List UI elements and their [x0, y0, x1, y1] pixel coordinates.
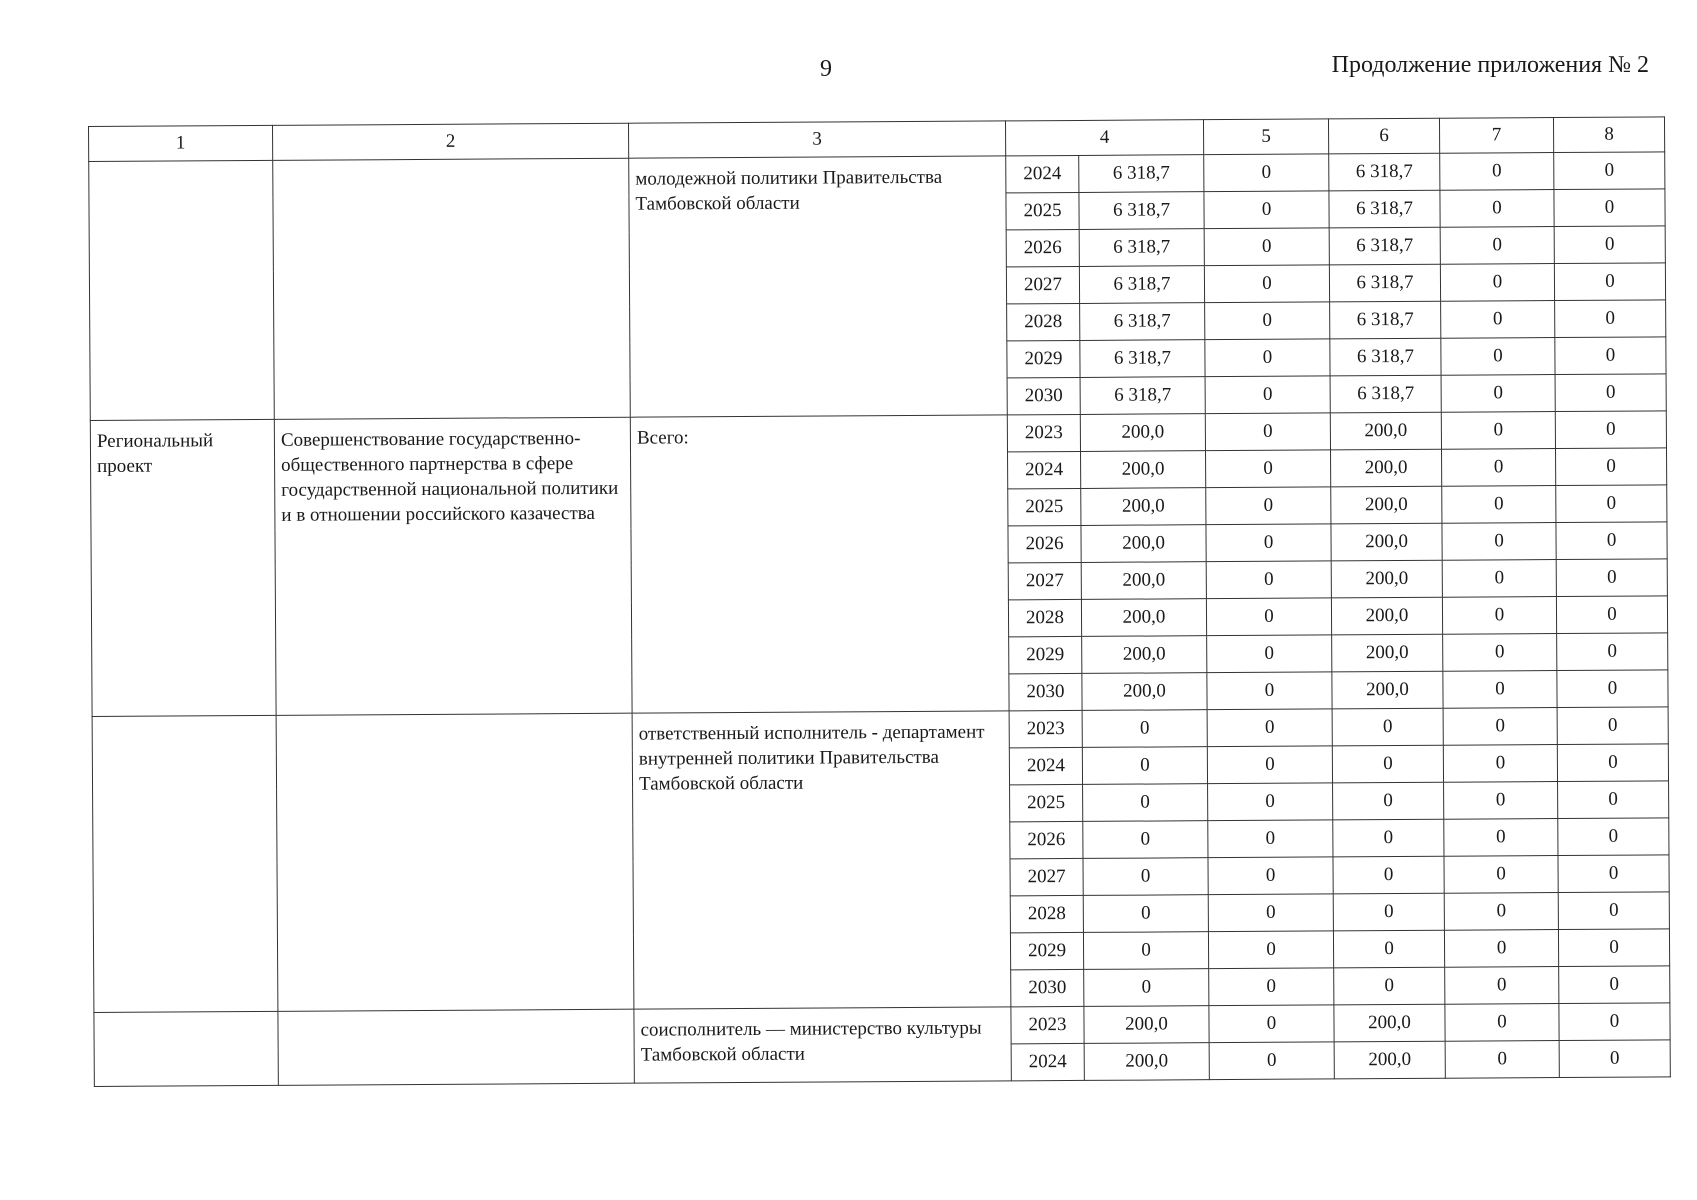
col8-cell: 0 [1554, 152, 1665, 190]
col7-cell: 0 [1445, 1041, 1559, 1079]
program-type-cell [94, 1011, 278, 1086]
total-cell: 6 318,7 [1079, 229, 1204, 267]
col7-cell: 0 [1444, 819, 1558, 857]
col5-cell: 0 [1205, 413, 1330, 451]
col8-cell: 0 [1557, 633, 1668, 671]
column-header-8: 8 [1553, 117, 1664, 153]
year-cell: 2025 [1008, 488, 1081, 525]
col5-cell: 0 [1209, 1005, 1334, 1043]
total-cell: 6 318,7 [1079, 192, 1204, 230]
col8-cell: 0 [1557, 707, 1668, 745]
col8-cell: 0 [1556, 522, 1667, 560]
continuation-title: Продолжение приложения № 2 [1331, 52, 1649, 78]
col5-cell: 0 [1208, 857, 1333, 895]
program-name-cell [276, 713, 634, 1011]
col8-cell: 0 [1558, 781, 1669, 819]
year-cell: 2028 [1010, 895, 1083, 932]
col6-cell: 200,0 [1331, 597, 1442, 635]
col7-cell: 0 [1443, 671, 1557, 709]
col5-cell: 0 [1205, 339, 1330, 377]
column-header-3: 3 [628, 121, 1005, 158]
year-cell: 2024 [1006, 155, 1079, 192]
col6-cell: 0 [1334, 967, 1445, 1005]
col8-cell: 0 [1554, 226, 1665, 264]
col5-cell: 0 [1206, 487, 1331, 525]
total-cell: 6 318,7 [1080, 377, 1205, 415]
year-cell: 2029 [1007, 340, 1080, 377]
total-cell: 0 [1083, 784, 1208, 822]
col6-cell: 200,0 [1331, 523, 1442, 561]
column-header-2: 2 [272, 123, 628, 160]
executor-cell: соисполнитель — министерство культуры Тамбовской области [634, 1007, 1011, 1083]
col6-cell: 0 [1333, 893, 1444, 931]
column-header-7: 7 [1439, 118, 1553, 154]
col7-cell: 0 [1444, 782, 1558, 820]
total-cell: 0 [1082, 747, 1207, 785]
col5-cell: 0 [1207, 635, 1332, 673]
column-header-6: 6 [1328, 118, 1439, 154]
col8-cell: 0 [1558, 818, 1669, 856]
total-cell: 6 318,7 [1079, 155, 1204, 193]
col7-cell: 0 [1441, 375, 1555, 413]
year-cell: 2030 [1011, 969, 1084, 1006]
col5-cell: 0 [1204, 191, 1329, 229]
col8-cell: 0 [1554, 263, 1665, 301]
col5-cell: 0 [1206, 524, 1331, 562]
col7-cell: 0 [1441, 412, 1555, 450]
col7-cell: 0 [1445, 967, 1559, 1005]
col5-cell: 0 [1204, 265, 1329, 303]
col8-cell: 0 [1555, 411, 1666, 449]
col7-cell: 0 [1441, 338, 1555, 376]
total-cell: 200,0 [1080, 414, 1205, 452]
program-name-cell: Совершенствование государственно-общественного партнерства в сфере государственной национальной политики и в отношении российского казачества [274, 417, 632, 715]
total-cell: 200,0 [1084, 1043, 1209, 1081]
col8-cell: 0 [1554, 189, 1665, 227]
col6-cell: 200,0 [1332, 671, 1443, 709]
total-cell: 200,0 [1084, 1006, 1209, 1044]
col8-cell: 0 [1558, 892, 1669, 930]
executor-cell: Всего: [630, 415, 1009, 713]
total-cell: 200,0 [1082, 673, 1207, 711]
col6-cell: 6 318,7 [1330, 301, 1441, 339]
col6-cell: 6 318,7 [1329, 153, 1440, 191]
col6-cell: 200,0 [1334, 1004, 1445, 1042]
year-cell: 2026 [1008, 525, 1081, 562]
col8-cell: 0 [1559, 1003, 1670, 1041]
col6-cell: 6 318,7 [1330, 375, 1441, 413]
executor-cell: молодежной политики Правительства Тамбовской области [629, 156, 1008, 417]
column-header-4: 4 [1005, 120, 1203, 156]
col5-cell: 0 [1208, 783, 1333, 821]
col5-cell: 0 [1206, 561, 1331, 599]
program-name-cell [273, 158, 631, 419]
col8-cell: 0 [1559, 1040, 1670, 1078]
col7-cell: 0 [1443, 745, 1557, 783]
col6-cell: 6 318,7 [1329, 190, 1440, 228]
year-cell: 2026 [1006, 229, 1079, 266]
total-cell: 6 318,7 [1080, 303, 1205, 341]
year-cell: 2029 [1010, 932, 1083, 969]
col6-cell: 0 [1332, 745, 1443, 783]
executor-cell: ответственный исполнитель - департамент внутренней политики Правительства Тамбовской области [632, 711, 1011, 1009]
column-header-5: 5 [1203, 119, 1328, 155]
total-cell: 200,0 [1081, 599, 1206, 637]
col5-cell: 0 [1208, 894, 1333, 932]
col5-cell: 0 [1204, 154, 1329, 192]
col7-cell: 0 [1444, 856, 1558, 894]
col7-cell: 0 [1442, 560, 1556, 598]
col8-cell: 0 [1555, 448, 1666, 486]
col6-cell: 200,0 [1330, 412, 1441, 450]
year-cell: 2023 [1009, 710, 1082, 747]
col5-cell: 0 [1209, 1042, 1334, 1080]
year-cell: 2023 [1007, 414, 1080, 451]
total-cell: 200,0 [1081, 525, 1206, 563]
col6-cell: 200,0 [1331, 560, 1442, 598]
col6-cell: 200,0 [1332, 634, 1443, 672]
col7-cell: 0 [1443, 634, 1557, 672]
col5-cell: 0 [1204, 228, 1329, 266]
col6-cell: 200,0 [1334, 1041, 1445, 1079]
col8-cell: 0 [1558, 855, 1669, 893]
col8-cell: 0 [1557, 670, 1668, 708]
year-cell: 2030 [1009, 673, 1082, 710]
col8-cell: 0 [1555, 300, 1666, 338]
col7-cell: 0 [1443, 708, 1557, 746]
year-cell: 2027 [1006, 266, 1079, 303]
col5-cell: 0 [1205, 302, 1330, 340]
col6-cell: 0 [1333, 782, 1444, 820]
col6-cell: 0 [1333, 819, 1444, 857]
year-cell: 2027 [1010, 858, 1083, 895]
total-cell: 0 [1083, 858, 1208, 896]
page-number: 9 [820, 56, 832, 82]
program-name-cell [278, 1009, 634, 1085]
col6-cell: 6 318,7 [1329, 227, 1440, 265]
col5-cell: 0 [1208, 931, 1333, 969]
total-cell: 0 [1083, 895, 1208, 933]
col7-cell: 0 [1444, 893, 1558, 931]
total-cell: 200,0 [1081, 451, 1206, 489]
year-cell: 2028 [1007, 303, 1080, 340]
column-header-1: 1 [89, 125, 273, 161]
col6-cell: 6 318,7 [1330, 338, 1441, 376]
col8-cell: 0 [1558, 929, 1669, 967]
col7-cell: 0 [1441, 301, 1555, 339]
total-cell: 0 [1083, 821, 1208, 859]
col8-cell: 0 [1555, 374, 1666, 412]
year-cell: 2023 [1011, 1006, 1084, 1043]
col7-cell: 0 [1442, 486, 1556, 524]
col5-cell: 0 [1207, 746, 1332, 784]
year-cell: 2025 [1006, 192, 1079, 229]
year-cell: 2026 [1010, 821, 1083, 858]
col5-cell: 0 [1205, 376, 1330, 414]
total-cell: 200,0 [1082, 636, 1207, 674]
col7-cell: 0 [1444, 930, 1558, 968]
col8-cell: 0 [1557, 744, 1668, 782]
col6-cell: 200,0 [1331, 449, 1442, 487]
col8-cell: 0 [1555, 337, 1666, 375]
year-cell: 2027 [1008, 562, 1081, 599]
col6-cell: 0 [1332, 708, 1443, 746]
col7-cell: 0 [1442, 523, 1556, 561]
year-cell: 2024 [1009, 747, 1082, 784]
col6-cell: 0 [1333, 930, 1444, 968]
col5-cell: 0 [1207, 672, 1332, 710]
col7-cell: 0 [1440, 264, 1554, 302]
total-cell: 0 [1084, 969, 1209, 1007]
total-cell: 6 318,7 [1080, 340, 1205, 378]
total-cell: 0 [1082, 710, 1207, 748]
total-cell: 0 [1083, 932, 1208, 970]
program-type-cell: Региональный проект [90, 419, 276, 716]
col6-cell: 0 [1333, 856, 1444, 894]
col8-cell: 0 [1556, 559, 1667, 597]
col5-cell: 0 [1206, 598, 1331, 636]
year-cell: 2024 [1008, 451, 1081, 488]
col7-cell: 0 [1440, 190, 1554, 228]
col6-cell: 200,0 [1331, 486, 1442, 524]
col5-cell: 0 [1208, 820, 1333, 858]
col7-cell: 0 [1440, 227, 1554, 265]
year-cell: 2030 [1007, 377, 1080, 414]
col7-cell: 0 [1441, 449, 1555, 487]
col8-cell: 0 [1556, 485, 1667, 523]
col6-cell: 6 318,7 [1329, 264, 1440, 302]
year-cell: 2028 [1008, 599, 1081, 636]
total-cell: 200,0 [1081, 562, 1206, 600]
budget-table [88, 116, 1671, 1087]
program-type-cell [89, 160, 275, 420]
year-cell: 2029 [1009, 636, 1082, 673]
table-body [89, 152, 1671, 1087]
col5-cell: 0 [1206, 450, 1331, 488]
year-cell: 2024 [1011, 1043, 1084, 1080]
total-cell: 200,0 [1081, 488, 1206, 526]
col5-cell: 0 [1207, 709, 1332, 747]
year-cell: 2025 [1010, 784, 1083, 821]
col8-cell: 0 [1556, 596, 1667, 634]
col5-cell: 0 [1209, 968, 1334, 1006]
col8-cell: 0 [1559, 966, 1670, 1004]
total-cell: 6 318,7 [1079, 266, 1204, 304]
col7-cell: 0 [1440, 153, 1554, 191]
col7-cell: 0 [1445, 1004, 1559, 1042]
program-type-cell [92, 715, 278, 1012]
col7-cell: 0 [1442, 597, 1556, 635]
